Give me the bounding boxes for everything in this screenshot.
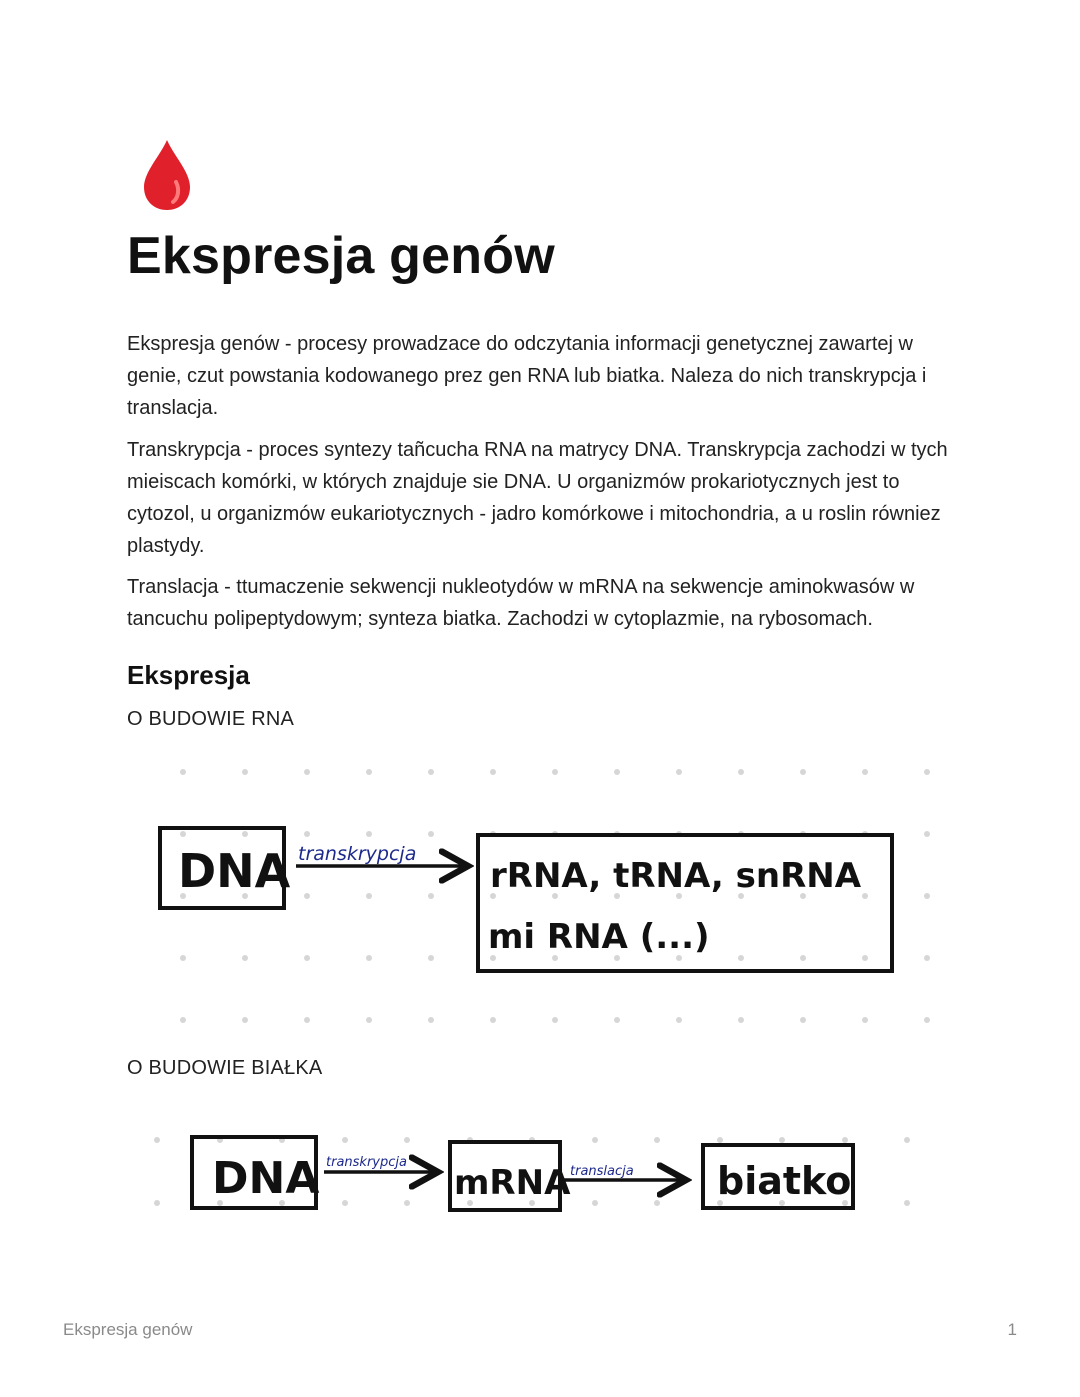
grid-dot — [924, 769, 930, 775]
grid-dot — [800, 769, 806, 775]
grid-dot — [924, 1017, 930, 1023]
grid-dot — [428, 955, 434, 961]
dna-box-2-text: DNA — [212, 1153, 320, 1204]
grid-dot — [862, 893, 868, 899]
rna-types-line1: rRNA, tRNA, snRNA — [490, 856, 862, 896]
diagram-rna — [160, 828, 892, 971]
grid-dot — [552, 1017, 558, 1023]
paragraph-gene-expression: Ekspresja genów - procesy prowadzace do odczytania informacji genetycznej zawartej w genie, czut powstania kodowanego prez gen RNA lub biatka. Naleza do nich transkrypcja i translacja. — [127, 333, 927, 419]
grid-dot — [428, 893, 434, 899]
grid-dot — [862, 955, 868, 961]
grid-dot — [800, 1017, 806, 1023]
grid-dot — [180, 831, 186, 837]
grid-dot — [366, 893, 372, 899]
grid-dot — [924, 955, 930, 961]
page-number: 1 — [1007, 1320, 1017, 1339]
grid-dot — [738, 769, 744, 775]
grid-dot — [614, 1017, 620, 1023]
grid-dot — [242, 769, 248, 775]
diagram-rna-label: O BUDOWIE RNA — [127, 708, 295, 730]
grid-dot — [592, 1137, 598, 1143]
grid-dot — [904, 1200, 910, 1206]
grid-dot — [428, 769, 434, 775]
grid-dot — [552, 769, 558, 775]
grid-dot — [676, 769, 682, 775]
grid-dot — [676, 1017, 682, 1023]
grid-dot — [180, 769, 186, 775]
grid-dot — [592, 1200, 598, 1206]
section-heading: Ekspresja — [127, 660, 250, 690]
diagram-protein-label: O BUDOWIE BIAŁKA — [127, 1057, 323, 1079]
mrna-box-text: mRNA — [454, 1163, 571, 1203]
grid-dot — [304, 1017, 310, 1023]
grid-dot — [738, 1017, 744, 1023]
transcription-arrow-2-label: transkrypcja — [326, 1155, 407, 1170]
paragraph-translation: Translacja - ttumaczenie sekwencji nukleotydów w mRNA na sekwencje aminokwasów w tancuchu polipeptydowym; synteza biatka. Zachodzi w cytoplazmie, na rybosomach. — [127, 576, 915, 630]
dot-grid-1 — [180, 769, 930, 1023]
grid-dot — [862, 1017, 868, 1023]
grid-dot — [304, 769, 310, 775]
grid-dot — [862, 769, 868, 775]
grid-dot — [342, 1200, 348, 1206]
grid-dot — [428, 831, 434, 837]
diagram-protein — [192, 1137, 853, 1210]
grid-dot — [342, 1137, 348, 1143]
grid-dot — [614, 769, 620, 775]
grid-dot — [366, 955, 372, 961]
grid-dot — [242, 955, 248, 961]
grid-dot — [242, 831, 248, 837]
grid-dot — [366, 769, 372, 775]
grid-dot — [904, 1137, 910, 1143]
grid-dot — [180, 955, 186, 961]
grid-dot — [654, 1137, 660, 1143]
grid-dot — [717, 1137, 723, 1143]
grid-dot — [304, 955, 310, 961]
grid-dot — [366, 831, 372, 837]
footer-title: Ekspresja genów — [63, 1320, 193, 1339]
grid-dot — [154, 1200, 160, 1206]
grid-dot — [842, 1137, 848, 1143]
dna-box-text: DNA — [178, 844, 291, 898]
grid-dot — [924, 831, 930, 837]
rna-types-line2: mi RNA (...) — [488, 917, 710, 957]
page-title: Ekspresja genów — [127, 227, 555, 285]
grid-dot — [180, 1017, 186, 1023]
grid-dot — [304, 831, 310, 837]
grid-dot — [428, 1017, 434, 1023]
grid-dot — [242, 1017, 248, 1023]
grid-dot — [779, 1137, 785, 1143]
grid-dot — [800, 955, 806, 961]
grid-dot — [404, 1137, 410, 1143]
grid-dot — [924, 893, 930, 899]
grid-dot — [654, 1200, 660, 1206]
grid-dot — [490, 769, 496, 775]
grid-dot — [738, 955, 744, 961]
paragraph-transcription: Transkrypcja - proces syntezy tañcucha RNA na matrycy DNA. Transkrypcja zachodzi w tych mieiscach komórki, w których znajduje sie DNA. U organizmów prokariotycznych jest to cytozol, u organizmów eukariotycznych - jadro komórkowe i mitochondria, a u roslin równiez plastydy. — [127, 439, 948, 557]
translation-arrow-label: translacja — [570, 1164, 634, 1179]
grid-dot — [304, 893, 310, 899]
grid-dot — [366, 1017, 372, 1023]
grid-dot — [404, 1200, 410, 1206]
grid-dot — [490, 1017, 496, 1023]
grid-dot — [154, 1137, 160, 1143]
protein-box-text: biatko — [717, 1159, 852, 1203]
transcription-arrow-label: transkrypcja — [298, 843, 417, 865]
